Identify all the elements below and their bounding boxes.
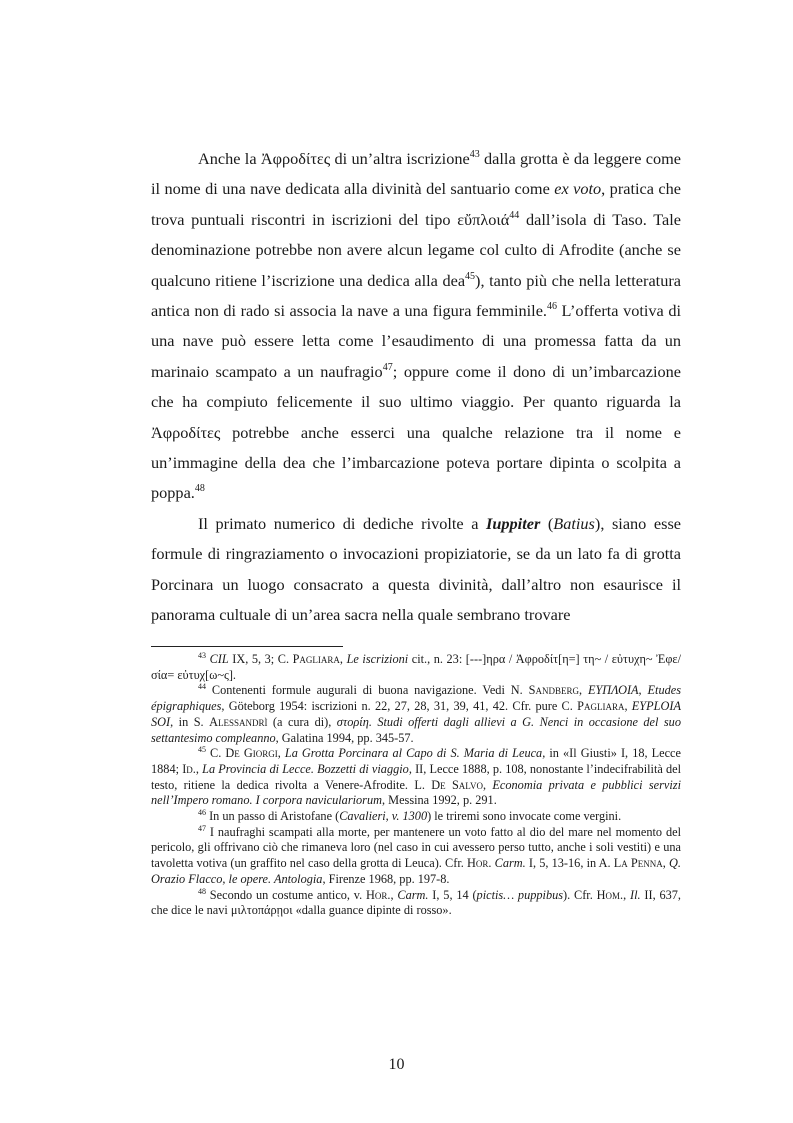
footnote-ref-44[interactable]: 44 <box>509 209 520 221</box>
footnote-ref-47[interactable]: 47 <box>382 361 393 373</box>
italic-term: ex voto <box>554 179 602 199</box>
text-run: cit., n. 23: [---]ηρα / Ἀφροδίτ[η=] τη~ / εὐτυχη~ Ἐφε/σία= εὐτυχ[ω~ς]. <box>151 652 681 682</box>
text-run: , <box>339 652 347 666</box>
greek-word: Ἀφροδίτες <box>151 422 221 442</box>
text-run: , Messina 1992, p. 291. <box>382 793 497 808</box>
footnote-48 <box>151 888 681 919</box>
text-run: , <box>277 746 285 761</box>
footnote-ref-46[interactable]: 46 <box>547 301 557 313</box>
citation-title: La Provincia di Lecce. Bozzetti di viaggio <box>202 761 409 776</box>
footnote-43 <box>151 652 681 683</box>
footnote-ref-48[interactable]: 48 <box>194 483 205 495</box>
text-run: , <box>623 887 630 902</box>
text-run: I naufraghi scampati alla morte, per mantenere un voto fatto al dio del mare nel momento del pericolo, gli offrivano ciò che rimaneva loro (nel caso in cui avessero perso tutto, anche i soli vestiti) e una tavoletta votiva (un graffito nel caso della grotta di Leuca). Cfr. <box>151 824 681 871</box>
author-name: Id. <box>182 761 196 776</box>
text-run: Il primato numerico di dediche rivolte a <box>198 513 486 533</box>
author-name: Pagliara <box>577 699 625 714</box>
greek-word: εὔπλοιά <box>457 209 510 229</box>
footnote-separator <box>151 646 343 647</box>
citation-title: EYPLOIA SOI <box>151 699 681 729</box>
text-run: potrebbe anche esserci una qualche relazione tra il nome e un’immagine della dea che l’imbarcazione poteva portare dipinta o scolpita a poppa. <box>151 422 681 503</box>
text-run: Anche la <box>198 149 261 168</box>
author-name: De Salvo <box>431 777 483 792</box>
citation-title: Il. <box>629 887 641 902</box>
deity-name: Iuppiter <box>486 513 541 533</box>
author-name: Hor. <box>467 856 492 871</box>
footnote-45 <box>151 746 681 809</box>
footnote-number: 46 <box>198 808 206 818</box>
text-run: dalla grotta è da leggere come il nome di una nave dedicata alla divinità del santuario come <box>151 149 681 199</box>
paragraph-1 <box>151 144 681 509</box>
text-run: IX, 5, 3; C. <box>228 652 293 666</box>
citation-title: Cavalieri, v. 1300 <box>339 809 428 824</box>
text-run: ; oppure come il dono di un’imbarcazione che ha compiuto felicemente il suo ultimo viaggio. Per quanto riguarda la <box>151 361 681 412</box>
footnote-number: 44 <box>198 682 206 692</box>
text-run: , Galatina 1994, pp. 345-57. <box>275 730 414 745</box>
citation-title: CIL <box>209 652 229 666</box>
text-run: , II, Lecce 1888, p. 108, nonostante l’indecifrabilità del testo, ritiene la dedica rivolta a Venere-Afrodite. L. <box>151 761 682 792</box>
text-run: di un’altra iscrizione <box>330 149 470 168</box>
text-run: ). Cfr. <box>563 887 597 902</box>
footnote-number: 47 <box>198 823 206 833</box>
text-run: L’offerta votiva di una nave può essere letta come l’esaudimento di una promessa fatta da un marinaio scampato a un naufragio <box>151 301 681 381</box>
author-name: La Penna <box>613 856 663 871</box>
citation-title: Carm. <box>397 887 429 902</box>
text-run: , Göteborg 1954: iscrizioni n. 22, 27, 28, 31, 39, 41, 42. Cfr. pure C. <box>221 699 578 714</box>
text-run: ( <box>540 513 554 533</box>
text-run: In un passo di Aristofane ( <box>206 809 340 824</box>
citation-title: Q. Orazio Flacco, le opere. Antologia <box>151 856 681 886</box>
citation-title: ΕΥΠΛΟΙΑ, Etudes épigraphiques <box>151 683 681 714</box>
text-run: , <box>662 856 670 871</box>
footnotes <box>151 652 681 919</box>
footnote-46 <box>151 809 681 825</box>
text-run: dall’isola di Taso. Tale denominazione potrebbe non avere alcun legame col culto di Afrodite (anche se qualcuno ritiene l’iscrizione una dedica alla dea <box>151 209 681 290</box>
text-run: ), tanto più che nella letteratura antica non di rado si associa la nave a una figura femminile. <box>151 270 681 321</box>
footnote-ref-43[interactable]: 43 <box>469 149 480 160</box>
citation-title: Le iscrizioni <box>346 652 409 666</box>
deity-epithet: Batius <box>553 513 595 533</box>
footnote-47 <box>151 825 681 888</box>
author-name: Alessandrì <box>209 714 268 729</box>
greek-word: Ἀφροδίτες <box>260 149 331 168</box>
footnote-number: 48 <box>198 886 206 896</box>
text-run: , Firenze 1968, pp. 197-8. <box>322 871 450 886</box>
text-run: , <box>578 683 588 698</box>
footnote-44 <box>151 683 681 746</box>
footnote-number: 45 <box>198 745 206 755</box>
text-run: , <box>482 777 493 792</box>
text-run: C. <box>206 746 226 761</box>
footnote-ref-45[interactable]: 45 <box>465 270 476 282</box>
page-number: 10 <box>388 1056 405 1073</box>
text-run: Contenenti formule augurali di buona navigazione. Vedi N. <box>206 683 529 698</box>
text-run: , <box>195 761 203 776</box>
text-run: Secondo un costume antico, v. <box>206 887 367 902</box>
author-name: De Giorgi <box>225 746 278 761</box>
paragraph-2 <box>151 509 681 631</box>
text-run: I, 5, 14 ( <box>428 887 477 902</box>
text-run: , <box>624 699 632 714</box>
citation-title: Economia privata e pubblici servizi nell’Impero romano. I corpora naviculariorum <box>151 777 681 808</box>
text-run: ), siano esse formule di ringraziamento o invocazioni propiziatorie, se da un lato fa di grotta Porcinara un luogo consacrato a questa divinità, dall’altro non esaurisce il panorama cultuale di un’area sacra nella quale sembrano trovare <box>151 513 682 625</box>
text-run: II, 637, che dice le navi μιλτοπάρῃοι «dalla guance dipinte di rosso». <box>151 887 681 918</box>
quoted-latin: pictis… puppibus <box>476 887 564 902</box>
text-run: (a cura di), <box>267 714 337 729</box>
text-run: in «Il Giusti» I, 18, Lecce 1884; <box>151 746 681 776</box>
main-text <box>151 144 681 631</box>
text-run: ) le triremi sono invocate come vergini. <box>427 809 622 824</box>
citation-title: La Grotta Porcinara al Capo di S. Maria di Leuca, <box>284 746 546 761</box>
citation-title: στορίη. Studi offerti dagli allievi a G. Nenci in occasione del suo settantesimo compleanno <box>151 714 681 745</box>
text-run: , pratica che trova puntuali riscontri in iscrizioni del tipo <box>151 179 681 229</box>
author-name: Hor. <box>366 887 391 902</box>
citation-title: Carm. <box>494 856 526 871</box>
author-name: Hom. <box>596 887 624 902</box>
text-run: , in S. <box>170 714 210 729</box>
author-name: Sandberg <box>528 683 579 698</box>
footnote-number: 43 <box>198 651 206 660</box>
text-run: , <box>390 887 398 902</box>
author-name: Pagliara <box>292 652 340 666</box>
text-run: I, 5, 13-16, in A. <box>525 856 614 871</box>
